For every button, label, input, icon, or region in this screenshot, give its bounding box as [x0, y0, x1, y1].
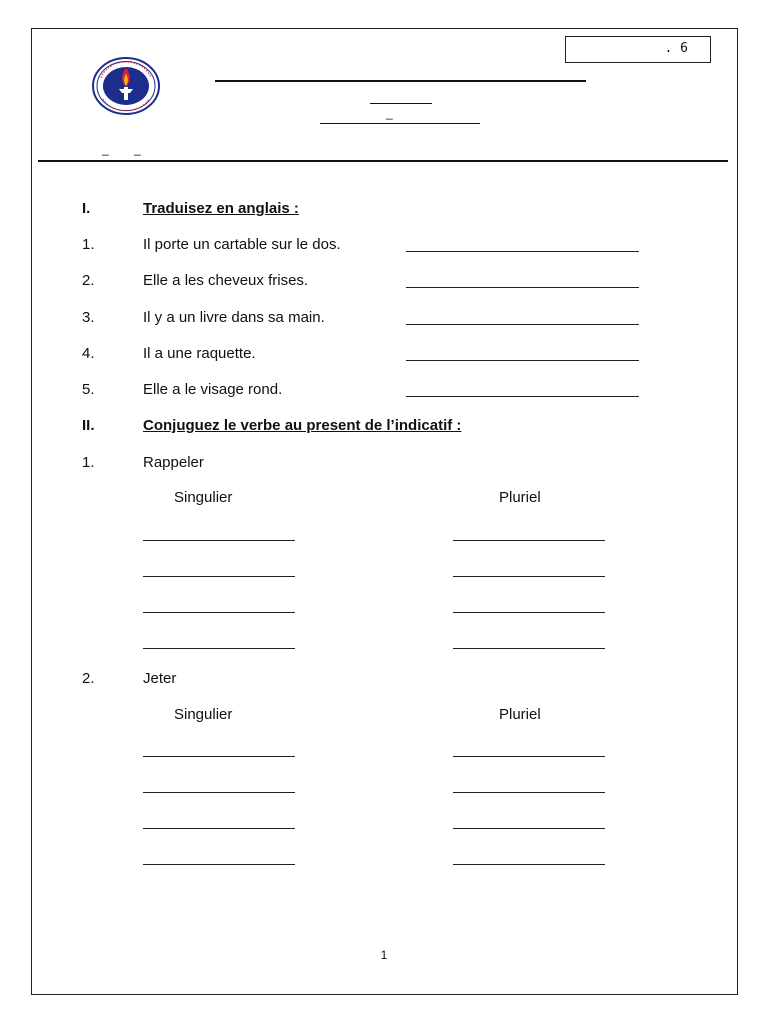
- header-divider: [38, 160, 728, 162]
- item-number: 3.: [82, 309, 95, 326]
- answer-line[interactable]: [406, 360, 639, 361]
- header-line-short: [370, 103, 432, 104]
- item-text: Elle a le visage rond.: [143, 381, 283, 398]
- plural-answer-line[interactable]: [453, 612, 605, 613]
- header-line-long: [215, 80, 586, 82]
- answer-line[interactable]: [406, 396, 639, 397]
- item-text: Il porte un cartable sur le dos.: [143, 236, 341, 253]
- verb-name: Jeter: [143, 670, 177, 687]
- verb-name: Rappeler: [143, 454, 204, 471]
- singular-answer-line[interactable]: [143, 540, 295, 541]
- answer-line[interactable]: [406, 287, 639, 288]
- header-dash-left-2: _: [134, 142, 141, 156]
- item-text: Il y a un livre dans sa main.: [143, 309, 325, 326]
- page-number: 1: [380, 948, 388, 962]
- section-2-title: Conjuguez le verbe au present de l’indicatif :: [143, 417, 462, 434]
- plural-answer-line[interactable]: [453, 648, 605, 649]
- grade-box: [565, 36, 711, 63]
- singular-answer-line[interactable]: [143, 756, 295, 757]
- item-number: 2.: [82, 272, 95, 289]
- item-number: 1.: [82, 236, 95, 253]
- plural-answer-line[interactable]: [453, 540, 605, 541]
- school-logo: [91, 56, 161, 116]
- singular-header: Singulier: [174, 489, 233, 506]
- item-text: Il a une raquette.: [143, 345, 256, 362]
- singular-header: Singulier: [174, 706, 233, 723]
- singular-answer-line[interactable]: [143, 828, 295, 829]
- singular-answer-line[interactable]: [143, 612, 295, 613]
- section-2-numeral: II.: [82, 417, 95, 434]
- singular-answer-line[interactable]: [143, 792, 295, 793]
- answer-line[interactable]: [406, 251, 639, 252]
- item-number: 4.: [82, 345, 95, 362]
- plural-header: Pluriel: [499, 489, 541, 506]
- plural-answer-line[interactable]: [453, 756, 605, 757]
- grade-box-text: . 6: [664, 41, 688, 56]
- plural-header: Pluriel: [499, 706, 541, 723]
- singular-answer-line[interactable]: [143, 576, 295, 577]
- verb-number: 2.: [82, 670, 95, 687]
- section-1-title: Traduisez en anglais :: [143, 200, 299, 217]
- header-line-medium: [320, 123, 480, 124]
- page-border: [31, 28, 738, 995]
- verb-number: 1.: [82, 454, 95, 471]
- section-1-numeral: I.: [82, 200, 91, 217]
- singular-answer-line[interactable]: [143, 648, 295, 649]
- header-dash-center: _: [386, 106, 393, 120]
- header-dash-left-1: _: [102, 142, 109, 156]
- plural-answer-line[interactable]: [453, 792, 605, 793]
- item-number: 5.: [82, 381, 95, 398]
- item-text: Elle a les cheveux frises.: [143, 272, 309, 289]
- singular-answer-line[interactable]: [143, 864, 295, 865]
- plural-answer-line[interactable]: [453, 576, 605, 577]
- plural-answer-line[interactable]: [453, 864, 605, 865]
- answer-line[interactable]: [406, 324, 639, 325]
- plural-answer-line[interactable]: [453, 828, 605, 829]
